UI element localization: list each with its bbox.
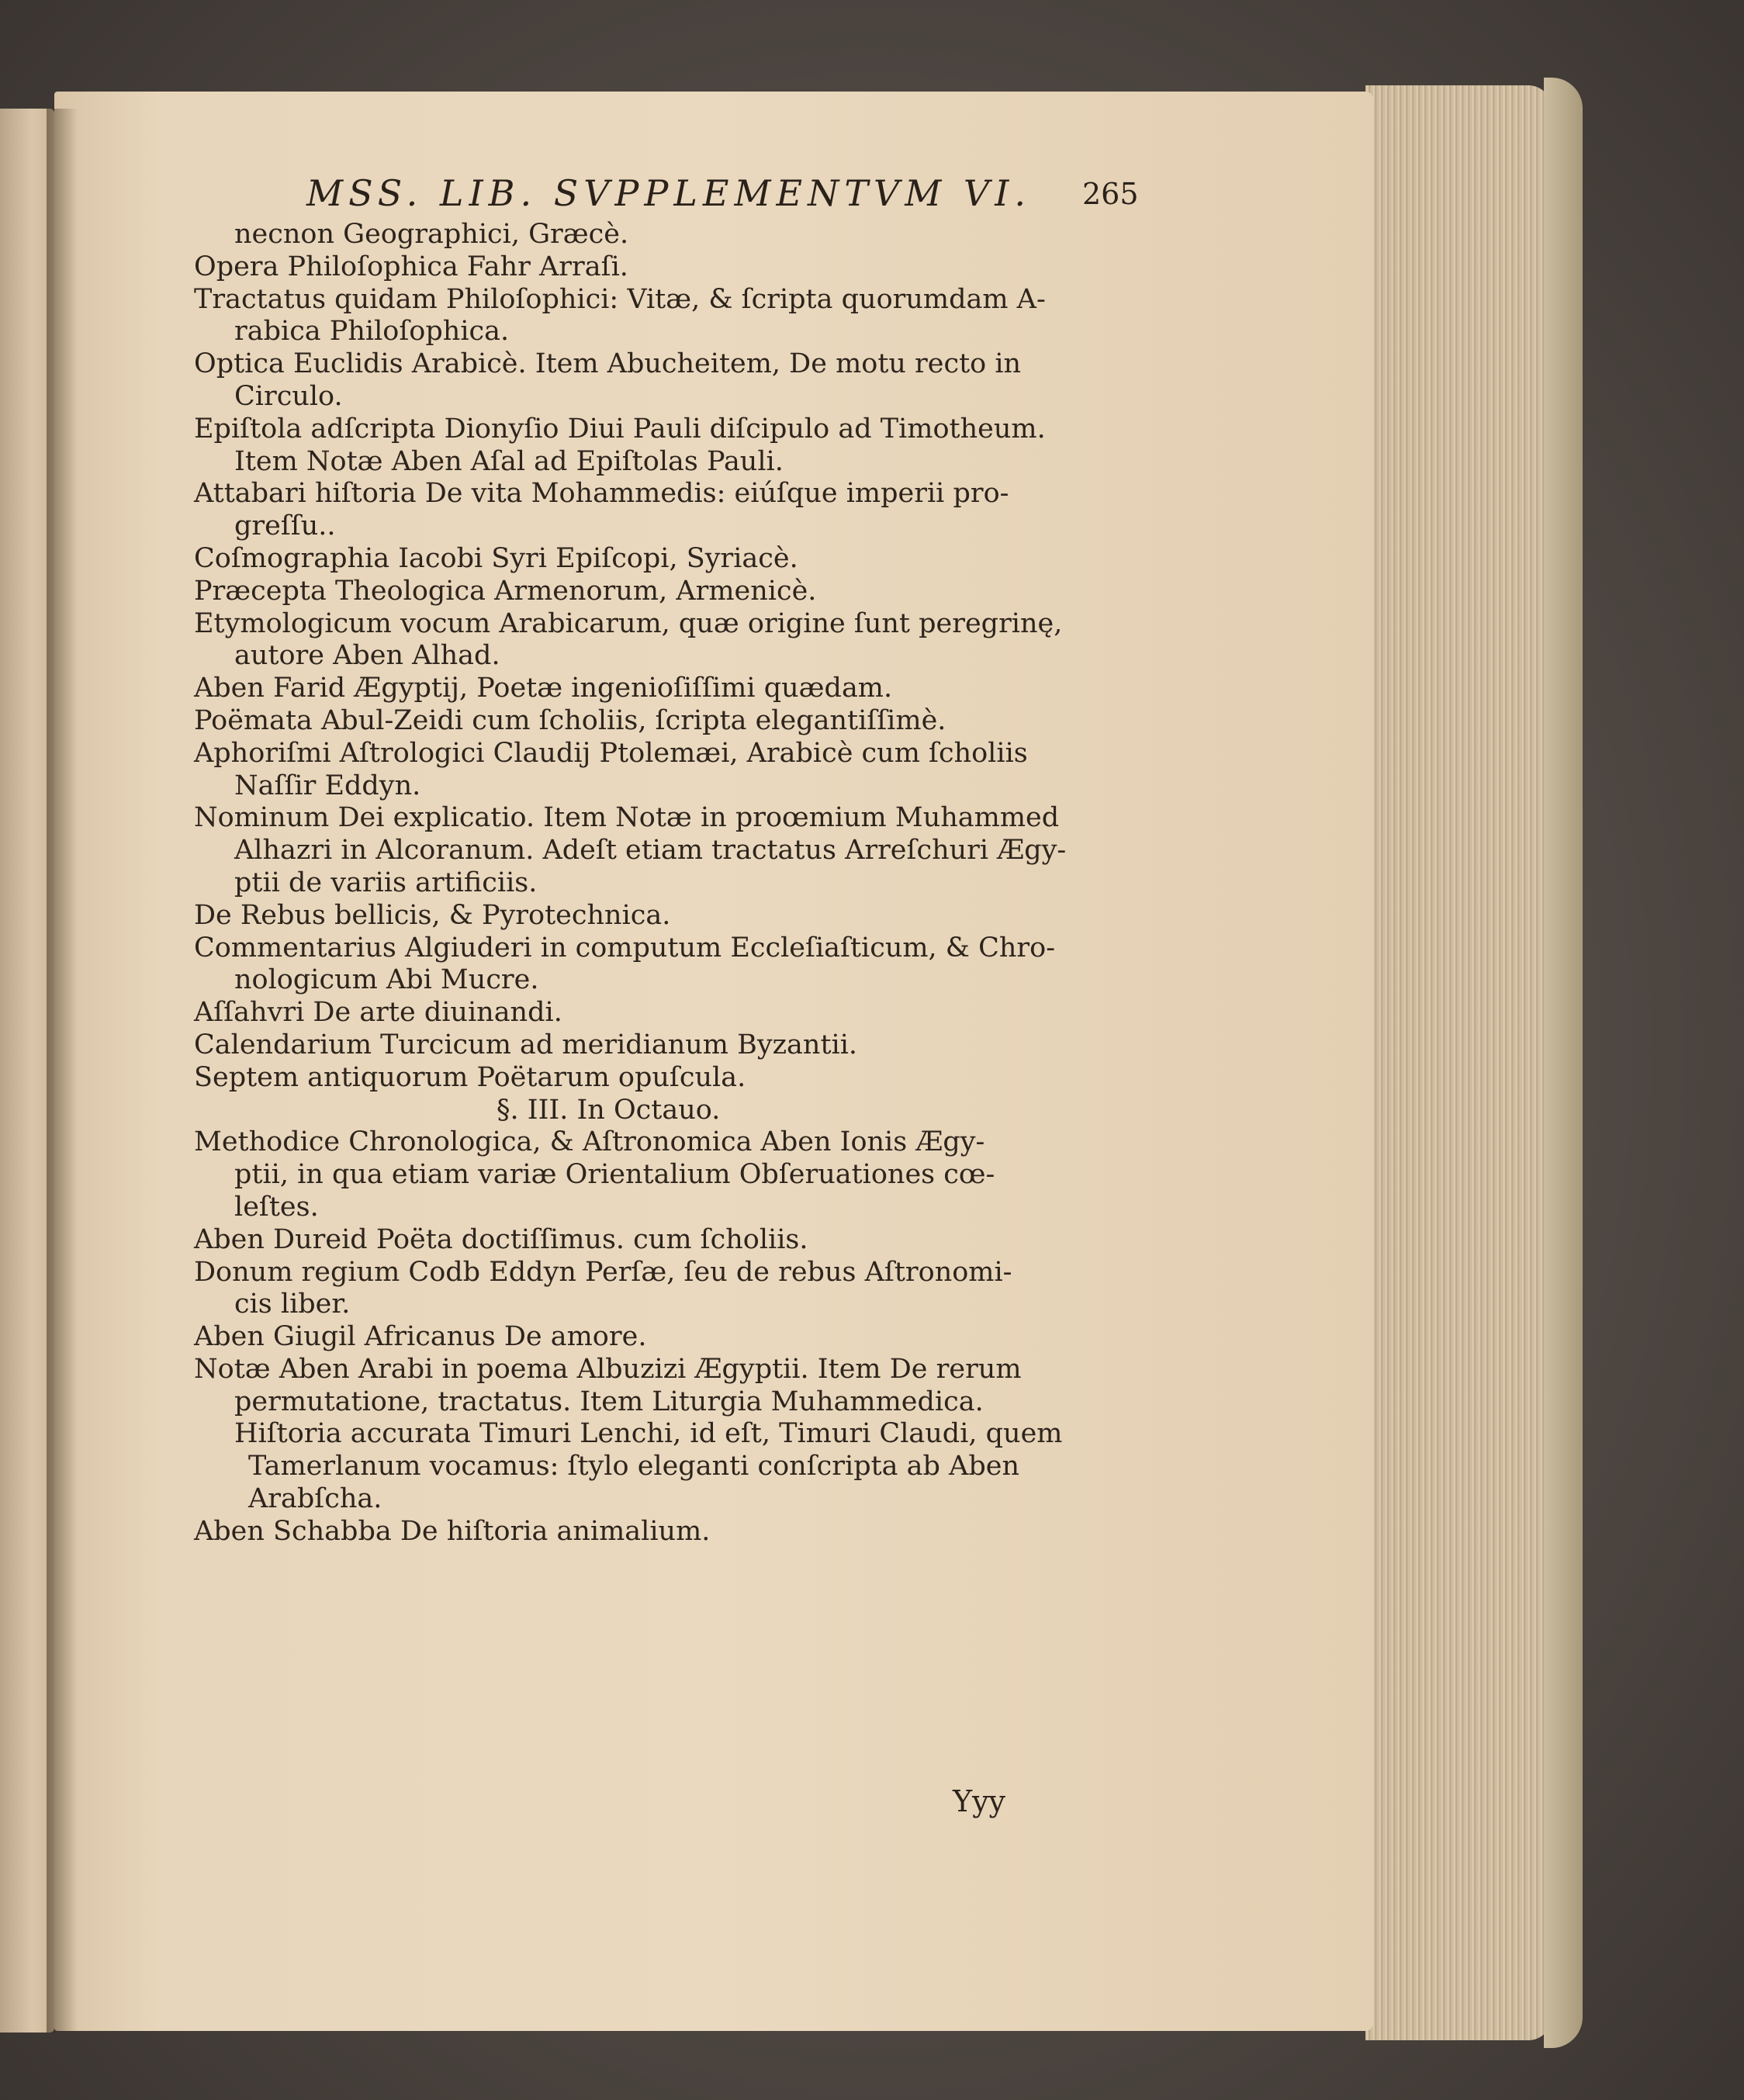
- text-line: ptii, in qua etiam variæ Orientalium Obſeruationes cœ-: [234, 1159, 995, 1191]
- text-line: Præcepta Theologica Armenorum, Armenicè.: [194, 575, 817, 607]
- text-line: Nominum Dei explicatio. Item Notæ in proœmium Muhammed: [194, 802, 1060, 834]
- running-head: MSS. LIB. SVPPLEMENTVM VI.: [306, 172, 1032, 214]
- text-line: Aben Giugil Africanus De amore.: [194, 1321, 647, 1353]
- text-line: Commentarius Algiuderi in computum Eccleſiaſticum, & Chro-: [194, 932, 1056, 964]
- text-line: Aben Schabba De hiſtoria animalium.: [194, 1515, 711, 1547]
- book-cover-edge: [1544, 78, 1583, 2048]
- text-line: autore Aben Alhad.: [234, 640, 500, 672]
- text-line: Epiſtola adſcripta Dionyſio Diui Pauli diſcipulo ad Timotheum.: [194, 413, 1046, 445]
- text-line: Attabari hiſtoria De vita Mohammedis: eiúſque imperii pro-: [194, 478, 1009, 510]
- text-line: permutatione, tractatus. Item Liturgia Muhammedica.: [234, 1386, 984, 1417]
- text-line: Opera Philoſophica Fahr Arraſi.: [194, 251, 628, 282]
- text-line: necnon Geographici, Græcè.: [234, 219, 629, 250]
- text-block: [194, 219, 1140, 1548]
- text-line: ptii de variis artificiis.: [234, 867, 538, 898]
- text-line: Aben Dureid Poëta doctiſſimus. cum ſcholiis.: [194, 1223, 808, 1255]
- text-line: Notæ Aben Arabi in poema Albuzizi Ægyptii. Item De rerum: [194, 1353, 1022, 1385]
- text-line: Naſſir Eddyn.: [234, 770, 421, 801]
- text-line: Tractatus quidam Philoſophici: Vitæ, & ſcripta quorumdam A-: [194, 283, 1046, 315]
- text-line: Donum regium Codb Eddyn Perſæ, ſeu de rebus Aſtronomi-: [194, 1256, 1012, 1288]
- text-line: greſſu..: [234, 510, 336, 542]
- text-line: Aſſahvri De arte diuinandi.: [194, 997, 562, 1029]
- text-line: Hiſtoria accurata Timuri Lenchi, id eſt, Timuri Claudi, quem: [234, 1418, 1063, 1450]
- page-header: [306, 172, 1144, 219]
- text-line: Optica Euclidis Arabicè. Item Abucheitem, De motu recto in: [194, 348, 1022, 380]
- spine-shadow: [47, 109, 78, 2033]
- text-line: Item Notæ Aben Aſal ad Epiſtolas Pauli.: [234, 445, 784, 477]
- text-line: Methodice Chronologica, & Aſtronomica Aben Ionis Ægy-: [194, 1126, 985, 1158]
- section-heading: §. III. In Octauo.: [497, 1094, 721, 1126]
- text-line: cis liber.: [234, 1289, 351, 1320]
- text-line: nologicum Abi Mucre.: [234, 964, 539, 996]
- text-line: Aphoriſmi Aſtrologici Claudij Ptolemæi, Arabicè cum ſcholiis: [194, 737, 1028, 769]
- text-line: Aben Farid Ægyptij, Poetæ ingenioſiſſimi quædam.: [194, 673, 893, 704]
- text-line: De Rebus bellicis, & Pyrotechnica.: [194, 899, 671, 931]
- text-line: Calendarium Turcicum ad meridianum Byzantii.: [194, 1029, 858, 1060]
- text-line: Circulo.: [234, 380, 343, 412]
- text-line: Poëmata Abul-Zeidi cum ſcholiis, ſcripta elegantiſſimè.: [194, 704, 946, 736]
- text-line: Coſmographia Iacobi Syri Epiſcopi, Syriacè.: [194, 542, 798, 574]
- text-line: Arabſcha.: [248, 1483, 382, 1515]
- catchword: Yyy: [953, 1784, 1006, 1818]
- text-line: Septem antiquorum Poëtarum opuſcula.: [194, 1061, 746, 1093]
- page-fore-edge: [1365, 85, 1552, 2040]
- text-line: Tamerlanum vocamus: ſtylo eleganti conſcripta ab Aben: [248, 1451, 1019, 1482]
- page-number: 265: [1082, 177, 1139, 211]
- text-line: rabica Philoſophica.: [234, 316, 510, 348]
- text-line: Alhazri in Alcoranum. Adeſt etiam tractatus Arreſchuri Ægy-: [234, 835, 1067, 867]
- text-line: Etymologicum vocum Arabicarum, quæ origine ſunt peregrinę,: [194, 607, 1063, 639]
- text-line: leſtes.: [234, 1191, 319, 1223]
